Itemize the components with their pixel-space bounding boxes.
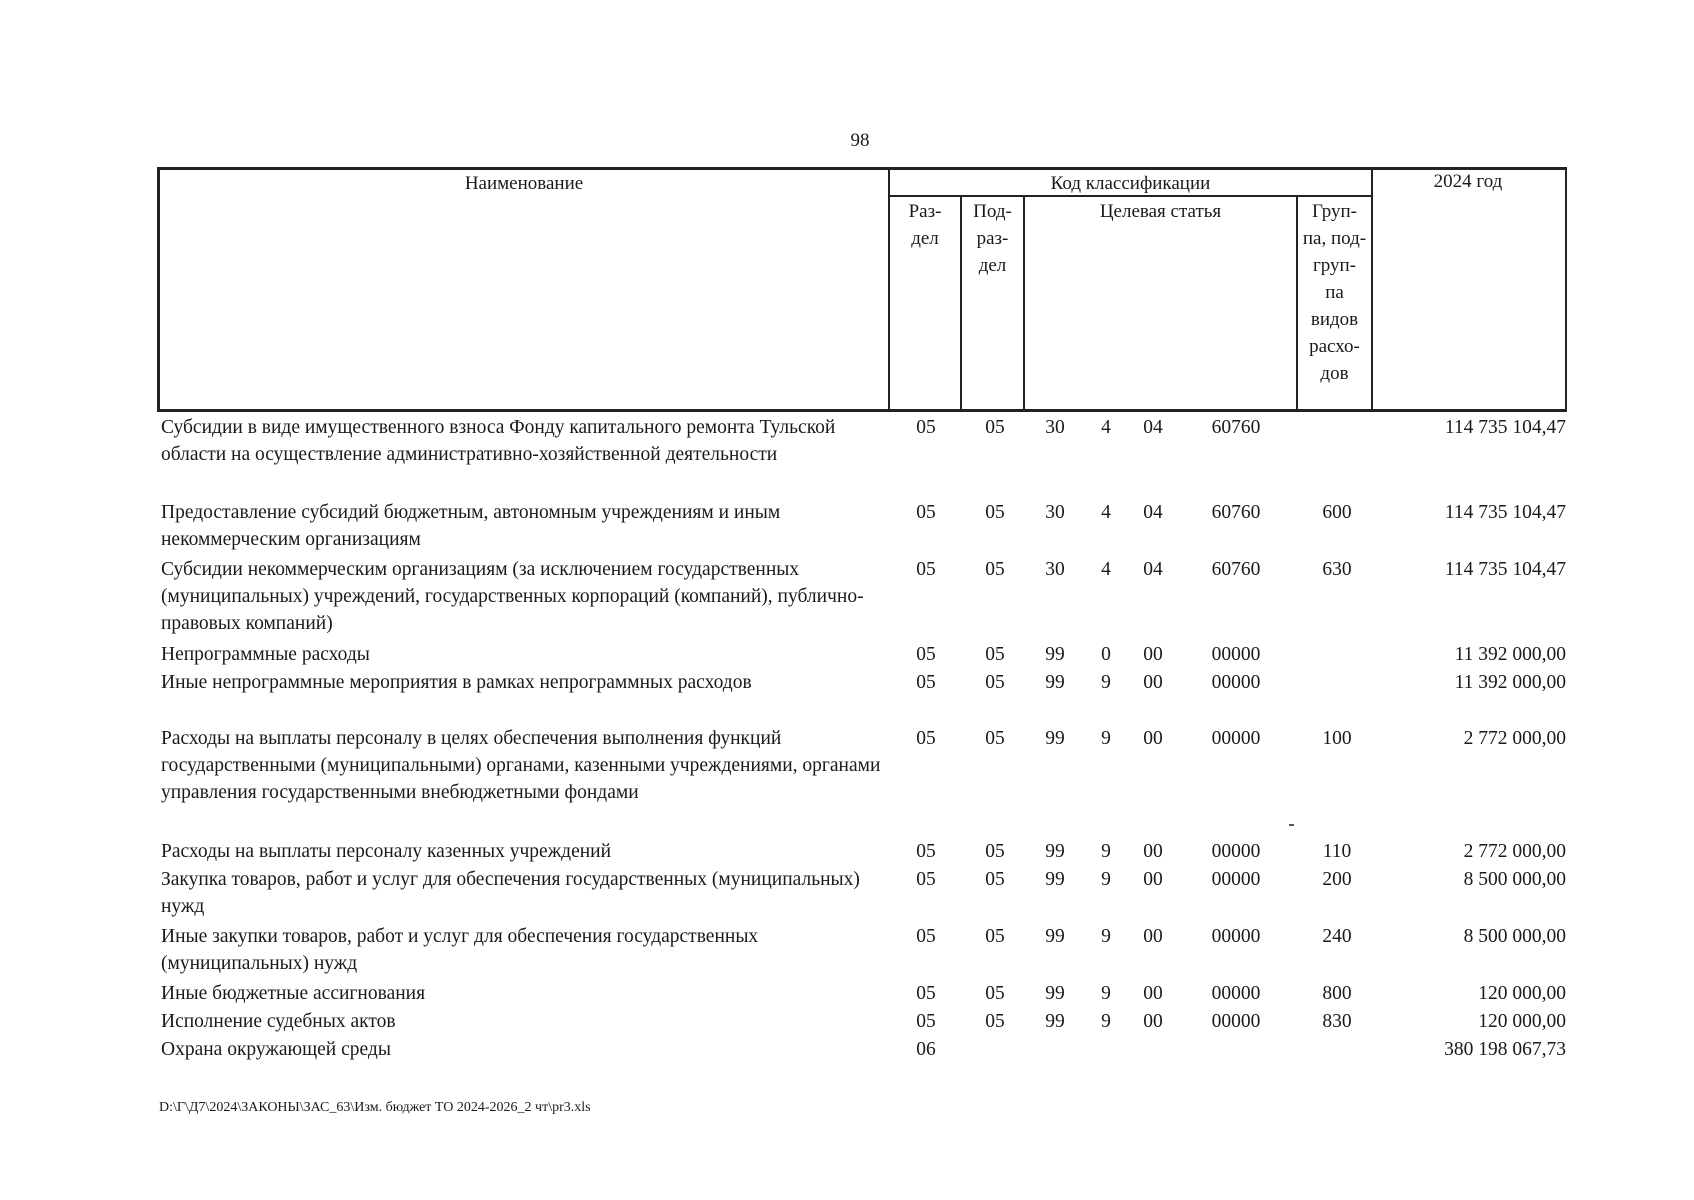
row-name: Субсидии в виде имущественного взноса Фонду капитального ремонта Тульской области на осуществление административно-хозяйственной деятельности <box>161 417 836 465</box>
row-podrazdel: 05 <box>985 926 1005 947</box>
row-group: 100 <box>1322 728 1352 749</box>
row-target-2: 9 <box>1101 983 1111 1004</box>
row-target-4: 60760 <box>1211 502 1261 523</box>
header-razdel: Раз- дел <box>908 201 942 249</box>
row-sum: 120 000,00 <box>1478 983 1566 1004</box>
row-target-2: 9 <box>1101 841 1111 862</box>
row-target-1: 99 <box>1045 869 1065 890</box>
header-year: 2024 год <box>1433 171 1503 192</box>
row-target-1: 99 <box>1045 983 1065 1004</box>
row-target-3: 00 <box>1143 644 1163 665</box>
row-target-4: 00000 <box>1211 841 1261 862</box>
scan-speck <box>1289 824 1294 826</box>
row-name: Непрограммные расходы <box>161 644 370 665</box>
row-target-3: 04 <box>1143 559 1163 580</box>
row-name: Субсидии некоммерческим организациям (за исключением государственных (муниципальных) учреждений, государственных корпораций (компаний), публично-правовых компаний) <box>161 559 864 634</box>
row-target-2: 9 <box>1101 1011 1111 1032</box>
row-name: Закупка товаров, работ и услуг для обеспечения государственных (муниципальных) нужд <box>161 869 860 917</box>
row-group: 600 <box>1322 502 1352 523</box>
row-name: Иные закупки товаров, работ и услуг для обеспечения государственных (муниципальных) нужд <box>161 926 759 974</box>
row-name: Иные непрограммные мероприятия в рамках непрограммных расходов <box>161 672 752 693</box>
header-target: Целевая статья <box>1099 201 1222 222</box>
row-razdel: 05 <box>916 502 936 523</box>
row-group: 240 <box>1322 926 1352 947</box>
row-razdel: 05 <box>916 728 936 749</box>
row-target-3: 00 <box>1143 728 1163 749</box>
row-group: 200 <box>1322 869 1352 890</box>
row-name: Охрана окружающей среды <box>161 1039 391 1060</box>
row-target-4: 00000 <box>1211 728 1261 749</box>
row-razdel: 05 <box>916 926 936 947</box>
row-target-3: 00 <box>1143 869 1163 890</box>
row-sum: 114 735 104,47 <box>1444 417 1566 438</box>
row-target-1: 99 <box>1045 728 1065 749</box>
row-razdel: 05 <box>916 869 936 890</box>
row-sum: 2 772 000,00 <box>1463 728 1566 749</box>
row-podrazdel: 05 <box>985 983 1005 1004</box>
row-sum: 114 735 104,47 <box>1444 559 1566 580</box>
row-podrazdel: 05 <box>985 417 1005 438</box>
file-path-footer: D:\Г\Д7\2024\ЗАКОНЫ\ЗАС_63\Изм. бюджет ТО 2024-2026_2 чт\pr3.xls <box>159 1100 591 1115</box>
row-target-3: 00 <box>1143 983 1163 1004</box>
row-podrazdel: 05 <box>985 559 1005 580</box>
row-sum: 11 392 000,00 <box>1454 672 1566 693</box>
row-target-1: 99 <box>1045 672 1065 693</box>
row-razdel: 05 <box>916 417 936 438</box>
row-target-4: 00000 <box>1211 644 1261 665</box>
row-name: Иные бюджетные ассигнования <box>161 983 426 1004</box>
row-target-4: 60760 <box>1211 417 1261 438</box>
row-target-4: 00000 <box>1211 983 1261 1004</box>
row-target-2: 0 <box>1101 644 1111 665</box>
row-target-3: 04 <box>1143 502 1163 523</box>
row-group: 800 <box>1322 983 1352 1004</box>
row-razdel: 05 <box>916 1011 936 1032</box>
header-divider <box>1371 167 1373 412</box>
row-target-3: 00 <box>1143 1011 1163 1032</box>
row-target-2: 4 <box>1101 417 1111 438</box>
row-group: 830 <box>1322 1011 1352 1032</box>
row-target-2: 9 <box>1101 672 1111 693</box>
row-group: 110 <box>1322 841 1352 862</box>
row-razdel: 05 <box>916 559 936 580</box>
row-podrazdel: 05 <box>985 869 1005 890</box>
row-target-3: 00 <box>1143 926 1163 947</box>
row-sum: 8 500 000,00 <box>1463 926 1566 947</box>
row-target-1: 99 <box>1045 841 1065 862</box>
row-sum: 380 198 067,73 <box>1444 1039 1566 1060</box>
row-sum: 8 500 000,00 <box>1463 869 1566 890</box>
row-podrazdel: 05 <box>985 1011 1005 1032</box>
row-razdel: 05 <box>916 644 936 665</box>
row-target-1: 99 <box>1045 644 1065 665</box>
row-name: Предоставление субсидий бюджетным, автономным учреждениям и иным некоммерческим организациям <box>161 502 781 550</box>
header-name: Наименование <box>464 173 584 194</box>
row-target-4: 00000 <box>1211 1011 1261 1032</box>
row-target-2: 9 <box>1101 728 1111 749</box>
row-razdel: 05 <box>916 841 936 862</box>
row-target-4: 00000 <box>1211 869 1261 890</box>
row-target-1: 30 <box>1045 559 1065 580</box>
row-target-2: 4 <box>1101 559 1111 580</box>
row-target-1: 30 <box>1045 502 1065 523</box>
row-target-3: 04 <box>1143 417 1163 438</box>
row-group: 630 <box>1322 559 1352 580</box>
row-target-1: 99 <box>1045 926 1065 947</box>
row-sum: 11 392 000,00 <box>1454 644 1566 665</box>
row-target-2: 4 <box>1101 502 1111 523</box>
row-podrazdel: 05 <box>985 672 1005 693</box>
row-podrazdel: 05 <box>985 644 1005 665</box>
row-target-4: 00000 <box>1211 926 1261 947</box>
row-name: Исполнение судебных актов <box>161 1011 396 1032</box>
page-number: 98 <box>850 130 870 151</box>
row-target-2: 9 <box>1101 926 1111 947</box>
header-group: Груп- па, под- груп- па видов расхо- дов <box>1302 201 1367 384</box>
header-divider <box>1023 195 1025 412</box>
row-podrazdel: 05 <box>985 728 1005 749</box>
row-sum: 2 772 000,00 <box>1463 841 1566 862</box>
row-sum: 120 000,00 <box>1478 1011 1566 1032</box>
row-razdel: 05 <box>916 983 936 1004</box>
header-code-group: Код классификации <box>1050 173 1211 194</box>
row-target-1: 99 <box>1045 1011 1065 1032</box>
row-razdel: 05 <box>916 672 936 693</box>
row-razdel: 06 <box>916 1039 936 1060</box>
row-target-2: 9 <box>1101 869 1111 890</box>
row-target-1: 30 <box>1045 417 1065 438</box>
row-name: Расходы на выплаты персоналу в целях обеспечения выполнения функций государственными (муниципальными) органами, казенными учреждениями, органами управления государственными внебюджетными фондами <box>161 728 881 803</box>
row-name: Расходы на выплаты персоналу казенных учреждений <box>161 841 612 862</box>
row-target-4: 00000 <box>1211 672 1261 693</box>
row-target-3: 00 <box>1143 672 1163 693</box>
row-sum: 114 735 104,47 <box>1444 502 1566 523</box>
row-podrazdel: 05 <box>985 502 1005 523</box>
header-podrazdel: Под- раз- дел <box>973 201 1012 276</box>
row-target-3: 00 <box>1143 841 1163 862</box>
row-podrazdel: 05 <box>985 841 1005 862</box>
row-target-4: 60760 <box>1211 559 1261 580</box>
